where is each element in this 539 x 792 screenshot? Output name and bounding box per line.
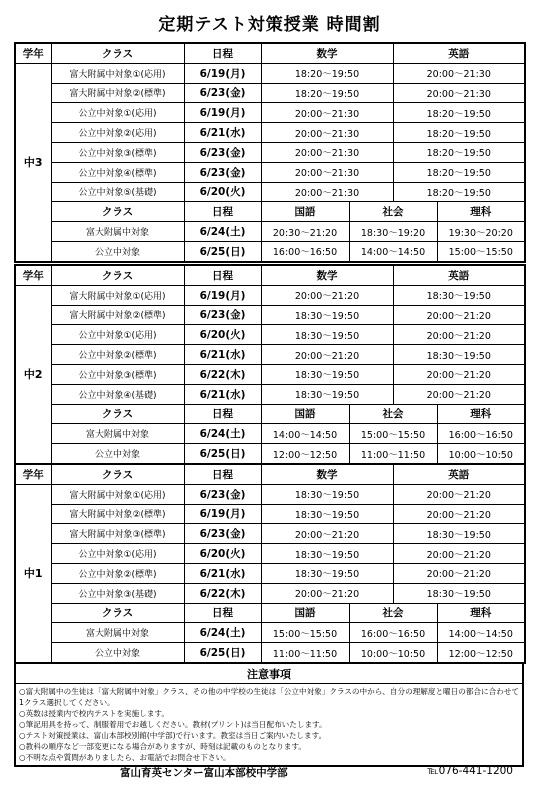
japanese-time: 12:00～12:50 [261, 444, 349, 464]
table-row [15, 123, 525, 143]
english-time: 18:30～19:50 [393, 345, 525, 365]
table-row [15, 583, 525, 603]
header-english: 英語 [393, 265, 525, 285]
japanese-time: 15:00～15:50 [261, 623, 349, 643]
notes-box [14, 662, 524, 767]
english-time: 18:20～19:50 [393, 123, 525, 143]
table-row [15, 384, 525, 404]
class-name: 公立中対象①(応用) [51, 103, 184, 123]
class-name: 公立中対象⑤(基礎) [51, 182, 184, 202]
social-time: 11:00～11:50 [349, 444, 437, 464]
table-row [15, 182, 525, 202]
social-time: 15:00～15:50 [349, 424, 437, 444]
class-date: 6/19(月) [184, 63, 261, 83]
japanese-time: 14:00～14:50 [261, 424, 349, 444]
header-english: 英語 [393, 43, 525, 63]
class-name: 富大附属中対象①(応用) [51, 63, 184, 83]
class-date: 6/21(水) [184, 123, 261, 143]
class-date: 6/23(金) [184, 524, 261, 544]
math-time: 18:30～19:50 [261, 563, 393, 583]
social-time: 18:30～19:20 [349, 222, 437, 242]
math-time: 18:30～19:50 [261, 364, 393, 384]
class-date: 6/25(日) [184, 444, 261, 464]
subheader-date: 日程 [184, 404, 261, 424]
class-name: 公立中対象 [51, 643, 184, 663]
subheader-japanese: 国語 [261, 202, 349, 222]
class-name: 公立中対象②(応用) [51, 123, 184, 143]
english-time: 20:00～21:20 [393, 325, 525, 345]
table-row [15, 162, 525, 182]
table-row [15, 241, 525, 261]
table-row [15, 103, 525, 123]
class-name: 富大附属中対象③(標準) [51, 524, 184, 544]
class-date: 6/22(木) [184, 583, 261, 603]
math-time: 18:30～19:50 [261, 544, 393, 564]
class-date: 6/23(金) [184, 484, 261, 504]
subheader-class: クラス [51, 603, 184, 623]
class-name: 富大附属中対象①(応用) [51, 285, 184, 305]
grade-label: 中2 [15, 285, 51, 464]
table-row [15, 643, 525, 663]
subheader-japanese: 国語 [261, 404, 349, 424]
class-date: 6/21(水) [184, 384, 261, 404]
math-time: 18:30～19:50 [261, 305, 393, 325]
table-header-row [15, 43, 525, 63]
class-name: 公立中対象 [51, 241, 184, 261]
table-subheader-row [15, 603, 525, 623]
class-date: 6/19(月) [184, 285, 261, 305]
math-time: 18:30～19:50 [261, 504, 393, 524]
class-date: 6/23(金) [184, 305, 261, 325]
page-title: 定期テスト対策授業 時間割 [158, 15, 381, 35]
subheader-social: 社会 [349, 404, 437, 424]
math-time: 20:00～21:30 [261, 162, 393, 182]
class-date: 6/22(木) [184, 364, 261, 384]
math-time: 18:30～19:50 [261, 325, 393, 345]
table-subheader-row [15, 404, 525, 424]
class-name: 公立中対象③(基礎) [51, 583, 184, 603]
table-row [15, 325, 525, 345]
class-name: 公立中対象④(基礎) [51, 384, 184, 404]
class-name: 富大附属中対象①(応用) [51, 484, 184, 504]
math-time: 20:00～21:20 [261, 285, 393, 305]
english-time: 18:30～19:50 [393, 524, 525, 544]
table-row [15, 623, 525, 643]
science-time: 19:30～20:20 [437, 222, 525, 242]
science-time: 14:00～14:50 [437, 623, 525, 643]
social-time: 16:00～16:50 [349, 623, 437, 643]
class-date: 6/20(火) [184, 182, 261, 202]
table-row [15, 504, 525, 524]
subheader-class: クラス [51, 404, 184, 424]
footer-phone: ℡076-441-1200 [427, 765, 513, 777]
english-time: 18:20～19:50 [393, 182, 525, 202]
header-date: 日程 [184, 464, 261, 484]
table-row [15, 524, 525, 544]
science-time: 12:00～12:50 [437, 643, 525, 663]
note-item: ○富大附属中の生徒は「富大附属中対象」クラス、その他の中学校の生徒は「公立中対象」クラスの中から、自分の理解度と曜日の都合に合わせて1クラス選択してください。 [19, 687, 519, 707]
footer-school-name: 富山育英センター富山本部校中学部 [120, 767, 288, 779]
table-subheader-row [15, 202, 525, 222]
header-date: 日程 [184, 43, 261, 63]
table-row [15, 544, 525, 564]
table-row [15, 83, 525, 103]
class-name: 公立中対象②(標準) [51, 563, 184, 583]
subheader-date: 日程 [184, 603, 261, 623]
header-grade: 学年 [15, 464, 51, 484]
english-time: 20:00～21:20 [393, 484, 525, 504]
math-time: 20:00～21:30 [261, 142, 393, 162]
grade-table [14, 42, 526, 263]
grade-label: 中1 [15, 484, 51, 663]
subheader-social: 社会 [349, 202, 437, 222]
note-item: ○英数は授業内で校内テストを実施します。 [19, 709, 169, 718]
subheader-japanese: 国語 [261, 603, 349, 623]
math-time: 20:00～21:20 [261, 583, 393, 603]
notes-title: 注意事項 [16, 664, 522, 684]
header-grade: 学年 [15, 43, 51, 63]
science-time: 16:00～16:50 [437, 424, 525, 444]
class-date: 6/20(火) [184, 325, 261, 345]
english-time: 20:00～21:20 [393, 504, 525, 524]
english-time: 20:00～21:30 [393, 83, 525, 103]
math-time: 18:20～19:50 [261, 63, 393, 83]
header-class: クラス [51, 43, 184, 63]
table-header-row [15, 464, 525, 484]
japanese-time: 20:30～21:20 [261, 222, 349, 242]
header-math: 数学 [261, 43, 393, 63]
social-time: 14:00～14:50 [349, 241, 437, 261]
english-time: 20:00～21:20 [393, 364, 525, 384]
english-time: 20:00～21:20 [393, 563, 525, 583]
header-grade: 学年 [15, 265, 51, 285]
english-time: 18:30～19:50 [393, 285, 525, 305]
english-time: 18:30～19:50 [393, 583, 525, 603]
grade-table [14, 463, 526, 664]
grade-table [14, 264, 526, 465]
table-row [15, 222, 525, 242]
class-date: 6/25(日) [184, 643, 261, 663]
header-class: クラス [51, 464, 184, 484]
english-time: 20:00～21:20 [393, 384, 525, 404]
class-name: 富大附属中対象 [51, 222, 184, 242]
english-time: 18:20～19:50 [393, 142, 525, 162]
class-name: 公立中対象 [51, 444, 184, 464]
math-time: 18:30～19:50 [261, 484, 393, 504]
table-row [15, 63, 525, 83]
class-name: 富大附属中対象②(標準) [51, 305, 184, 325]
subheader-science: 理科 [437, 202, 525, 222]
class-date: 6/25(日) [184, 241, 261, 261]
science-time: 10:00～10:50 [437, 444, 525, 464]
subheader-science: 理科 [437, 404, 525, 424]
class-name: 公立中対象④(標準) [51, 162, 184, 182]
class-date: 6/19(月) [184, 504, 261, 524]
class-name: 公立中対象①(応用) [51, 544, 184, 564]
table-row [15, 305, 525, 325]
note-item: ○教科の順序など一部変更になる場合がありますが、時刻は記載のものとなります。 [19, 742, 306, 751]
table-row [15, 444, 525, 464]
table-row [15, 484, 525, 504]
class-name: 富大附属中対象 [51, 424, 184, 444]
math-time: 20:00～21:30 [261, 103, 393, 123]
subheader-class: クラス [51, 202, 184, 222]
class-name: 富大附属中対象②(標準) [51, 83, 184, 103]
class-date: 6/23(金) [184, 142, 261, 162]
grade-label: 中3 [15, 63, 51, 261]
class-name: 公立中対象③(標準) [51, 364, 184, 384]
class-date: 6/23(金) [184, 83, 261, 103]
english-time: 18:20～19:50 [393, 162, 525, 182]
class-date: 6/23(金) [184, 162, 261, 182]
table-header-row [15, 265, 525, 285]
subheader-date: 日程 [184, 202, 261, 222]
note-item: ○不明な点や質問がありましたら、お電話でお問合せ下さい。 [19, 753, 231, 762]
note-item: ○筆記用具を持って、制服着用でお越しください。教材(プリント)は当日配布いたします。 [19, 720, 327, 729]
notes-list [16, 684, 522, 765]
science-time: 15:00～15:50 [437, 241, 525, 261]
class-name: 公立中対象③(標準) [51, 142, 184, 162]
english-time: 18:20～19:50 [393, 103, 525, 123]
class-date: 6/19(月) [184, 103, 261, 123]
social-time: 10:00～10:50 [349, 643, 437, 663]
math-time: 20:00～21:30 [261, 182, 393, 202]
english-time: 20:00～21:30 [393, 63, 525, 83]
subheader-social: 社会 [349, 603, 437, 623]
math-time: 20:00～21:30 [261, 123, 393, 143]
header-class: クラス [51, 265, 184, 285]
table-row [15, 142, 525, 162]
table-row [15, 424, 525, 444]
math-time: 18:30～19:50 [261, 384, 393, 404]
class-date: 6/24(土) [184, 222, 261, 242]
subheader-science: 理科 [437, 603, 525, 623]
class-date: 6/21(水) [184, 345, 261, 365]
table-row [15, 364, 525, 384]
table-row [15, 285, 525, 305]
header-date: 日程 [184, 265, 261, 285]
math-time: 20:00～21:20 [261, 345, 393, 365]
math-time: 18:20～19:50 [261, 83, 393, 103]
class-name: 富大附属中対象②(標準) [51, 504, 184, 524]
class-name: 富大附属中対象 [51, 623, 184, 643]
class-name: 公立中対象①(応用) [51, 325, 184, 345]
class-date: 6/24(土) [184, 424, 261, 444]
japanese-time: 11:00～11:50 [261, 643, 349, 663]
english-time: 20:00～21:20 [393, 544, 525, 564]
class-date: 6/21(水) [184, 563, 261, 583]
header-math: 数学 [261, 464, 393, 484]
english-time: 20:00～21:20 [393, 305, 525, 325]
japanese-time: 16:00～16:50 [261, 241, 349, 261]
table-row [15, 563, 525, 583]
header-math: 数学 [261, 265, 393, 285]
class-name: 公立中対象②(標準) [51, 345, 184, 365]
header-english: 英語 [393, 464, 525, 484]
table-row [15, 345, 525, 365]
note-item: ○テスト対策授業は、富山本部校別館(中学部)で行います。教室は当日ご案内いたします。 [19, 731, 327, 740]
class-date: 6/24(土) [184, 623, 261, 643]
class-date: 6/20(火) [184, 544, 261, 564]
math-time: 20:00～21:20 [261, 524, 393, 544]
